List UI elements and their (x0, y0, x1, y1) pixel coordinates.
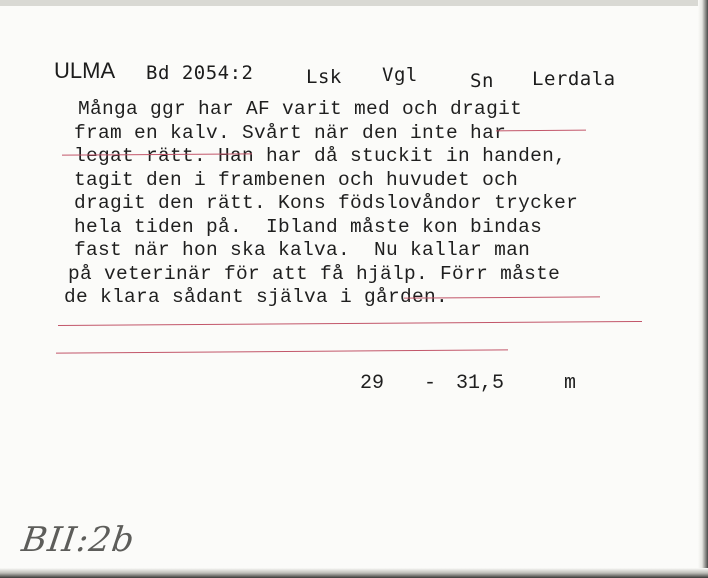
text-line: hela tiden på. Ibland måste kon bindas (74, 215, 543, 238)
province-code: Vgl (382, 64, 418, 86)
text-line: fast när hon ska kalva. Nu kallar man (74, 239, 531, 261)
text-line: Många ggr har AF varit med och dragit (78, 98, 523, 120)
range-dash: - (424, 372, 437, 395)
parish-name: Lerdala (532, 68, 616, 90)
range-end: 31,5 (456, 372, 505, 395)
text-line: fram en kalv. Svårt när den inte har (74, 121, 507, 144)
excerpt-underline (58, 321, 642, 326)
archive-code: ULMA (54, 58, 116, 83)
card-header (0, 60, 708, 100)
range-start: 29 (360, 372, 385, 395)
parish-label: Sn (470, 70, 494, 92)
range-unit: m (564, 372, 577, 395)
text-line: de klara sådant själva i gården. (64, 286, 449, 308)
card-bottom-edge (0, 568, 708, 578)
text-line: legat rätt. Han har då stuckit in handen, (74, 145, 567, 167)
excerpt-underline (56, 349, 508, 353)
volume-number: Bd 2054:2 (146, 62, 254, 84)
district-code: Lsk (306, 66, 342, 88)
text-line: dragit den rätt. Kons födslovåndor trycker (74, 192, 579, 214)
handwritten-shelfmark: BII:2b (19, 520, 138, 560)
text-line: på veterinär för att få hjälp. Förr måste (68, 262, 561, 285)
card-top-edge (0, 0, 708, 6)
page-range (360, 372, 600, 398)
text-line: tagit den i frambenen och huvudet och (74, 168, 519, 191)
